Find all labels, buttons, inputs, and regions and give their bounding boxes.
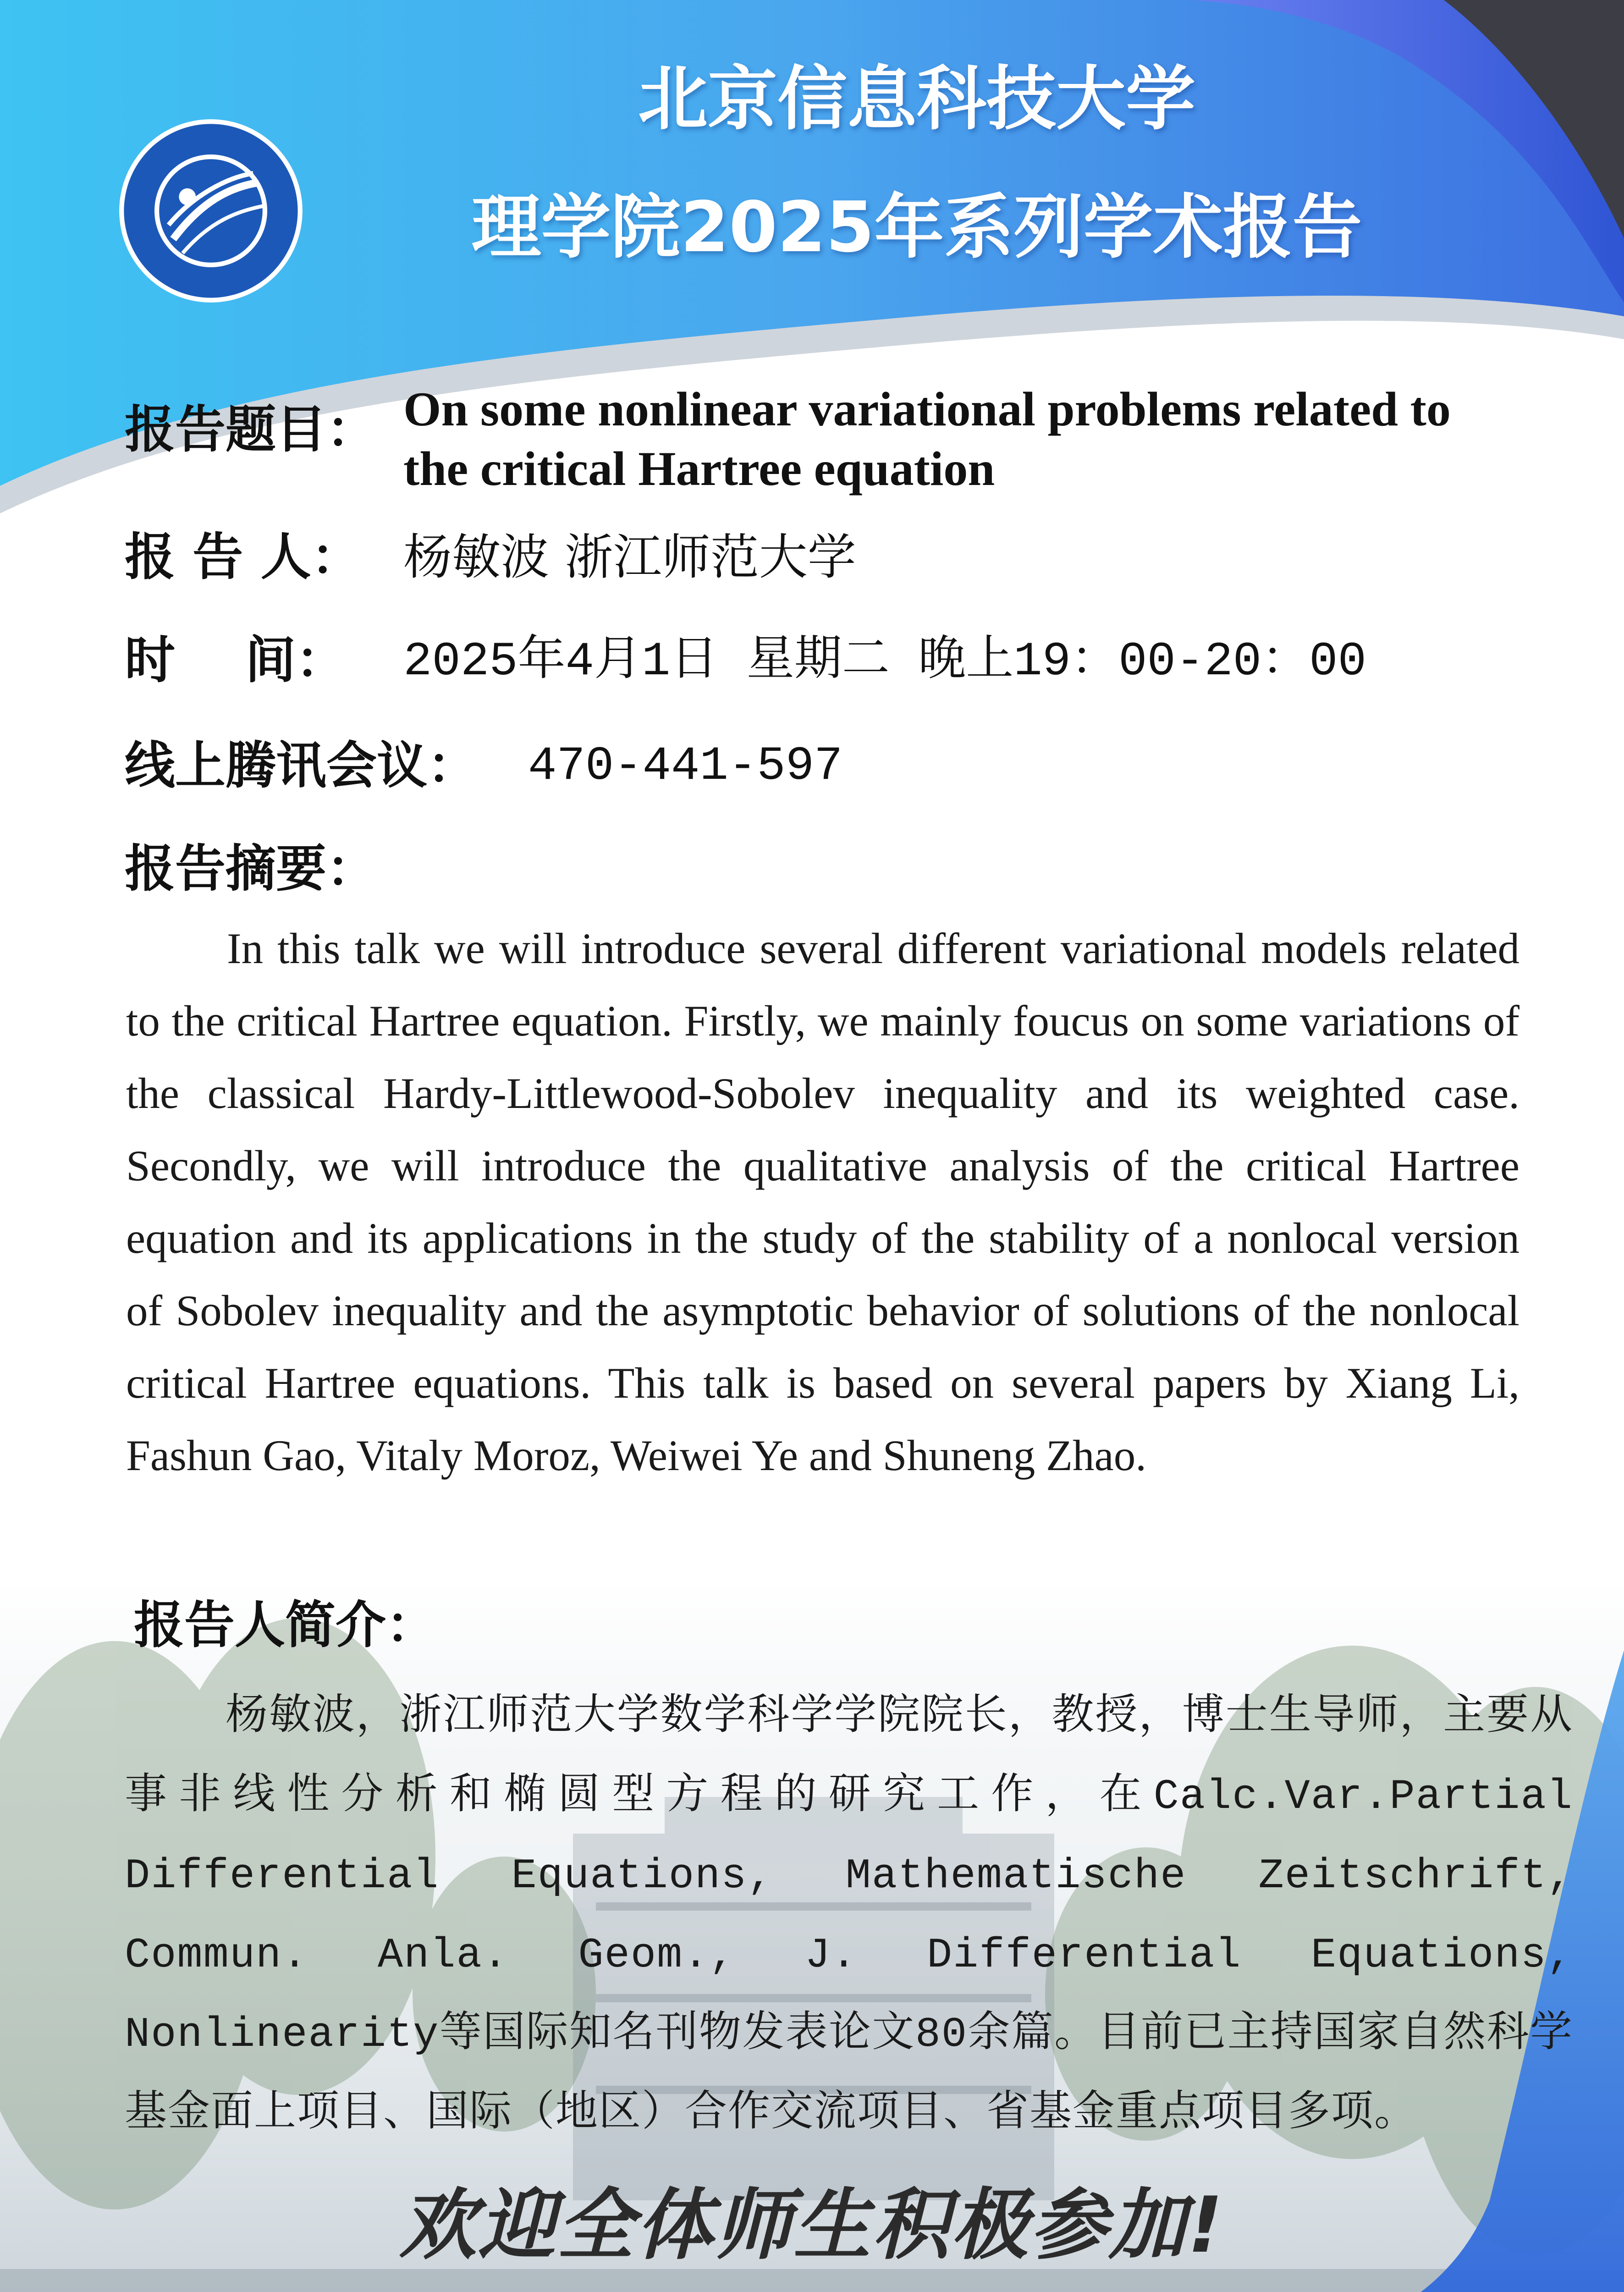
meeting-id: 470-441-597 [528,739,843,793]
bio-label: 报告人简介： [134,1596,436,1654]
speaker-label: 报 告 人： [125,528,362,586]
time-value: 2025年4月1日 星期二 晚上19：00-20：00 [403,635,1366,689]
meeting-label: 线上腾讯会议： [125,736,478,795]
time-label: 时 间： [125,631,347,689]
header-title-series: 理学院2025年系列学术报告 [471,187,1362,268]
school-logo [117,117,305,305]
welcome-slogan: 欢迎全体师生积极参加! [399,2180,1225,2270]
speaker-value: 杨敏波 浙江师范大学 [403,529,856,585]
abstract-label: 报告摘要： [125,839,377,898]
header-title-university: 北京信息科技大学 [638,58,1195,139]
abstract-text: In this talk we will introduce several different variational models related to the critical Hartree equation. Firstly, we mainly foucus on some variations of the classical Hardy-Littlewood-Sobolev inequality and its weighted case. Secondly, we will introduce the qualitative analysis of the critical Hartree equation and its applications in the study of the stability of a nonlocal version of Sobolev inequality and the asymptotic behavior of solutions of the nonlocal critical Hartree equations. This talk is based on several papers by Xiang Li, Fashun Gao, Vitaly Moroz, Weiwei Ye and Shuneng Zhao. [126,924,1519,1480]
report-title-line2: the critical Hartree equation [403,442,995,496]
report-title-line1: On some nonlinear variational problems related to [403,382,1451,436]
report-title-label: 报告题目： [125,400,377,459]
bio-text: 杨敏波，浙江师范大学数学科学学院院长，教授，博士生导师，主要从事非线性分析和椭圆型方程的研究工作，在Calc.Var.Partial Differential Equations, Mathematische Zeitschrift, Commun. Anla. Geom., J. Differential Equations, Nonlinearity等国际知名刊物发表论文80余篇。目前已主持国家自然科学基金面上项目、国际（地区）合作交流项目、省基金重点项目多项。 [125,1693,1573,2138]
